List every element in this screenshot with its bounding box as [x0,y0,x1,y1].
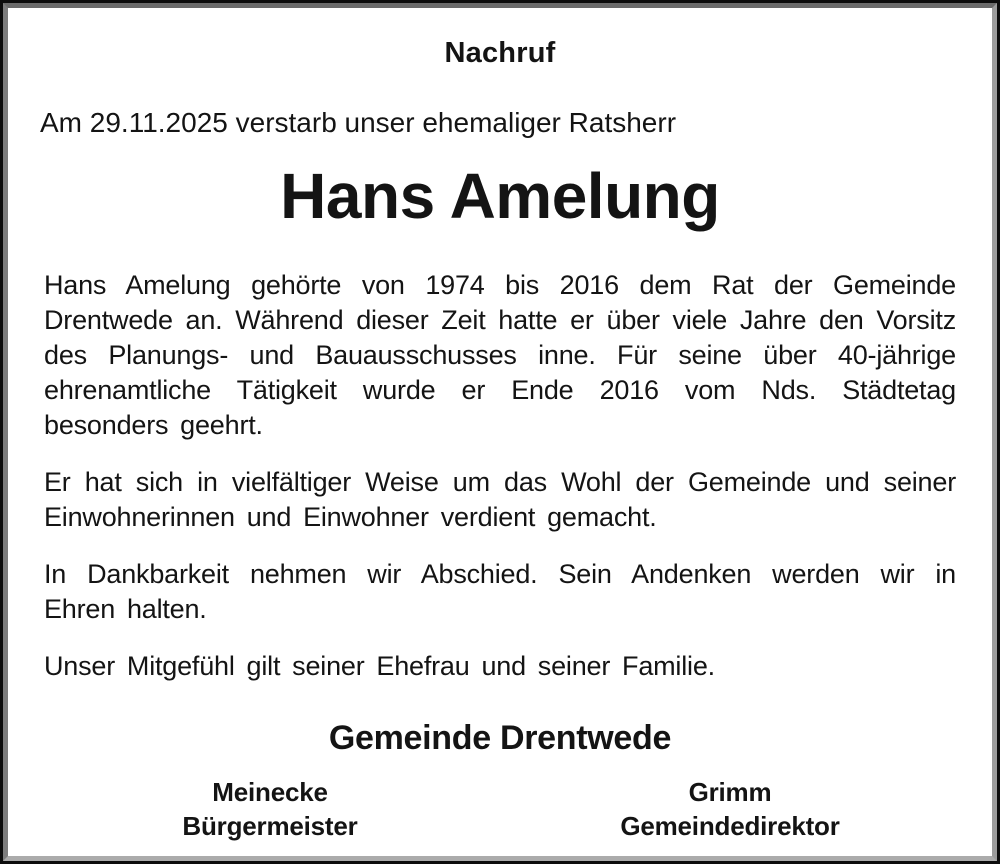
signature-mayor-name: Meinecke [212,777,328,808]
paragraph-merit: Er hat sich in vielfältiger Weise um das Wohl der Gemeinde und seiner Einwohnerinnen und Einwohner verdient gemacht. [44,466,956,532]
notice-content [8,8,992,856]
organization-name: Gemeinde Drentwede [328,718,672,757]
deceased-name: Hans Amelung [280,160,720,233]
signature-director [500,775,960,843]
signature-director-name: Grimm [688,777,772,808]
notice-title: Nachruf [444,37,556,69]
signature-director-role: Gemeindedirektor [620,811,840,842]
paragraph-condolence: Unser Mitgefühl gilt seiner Ehefrau und seiner Familie. [44,650,715,681]
notice-inner-bevel [3,3,997,861]
intro-line: Am 29.11.2025 verstarb unser ehemaliger Ratsherr [40,106,677,138]
signature-mayor-role: Bürgermeister [182,811,358,842]
signature-row [40,775,960,843]
paragraph-farewell: In Dankbarkeit nehmen wir Abschied. Sein Andenken werden wir in Ehren halten. [44,558,956,624]
paragraph-service-history: Hans Amelung gehörte von 1974 bis 2016 dem Rat der Gemeinde Drentwede an. Während dieser Zeit hatte er über viele Jahre den Vorsitz des Planungs- und Bauausschusses inne. Für seine über 40-jährige ehrenamtliche Tätigkeit wurde er Ende 2016 vom Nds. Städtetag besonders geehrt. [44,269,956,440]
signature-mayor [40,775,500,843]
